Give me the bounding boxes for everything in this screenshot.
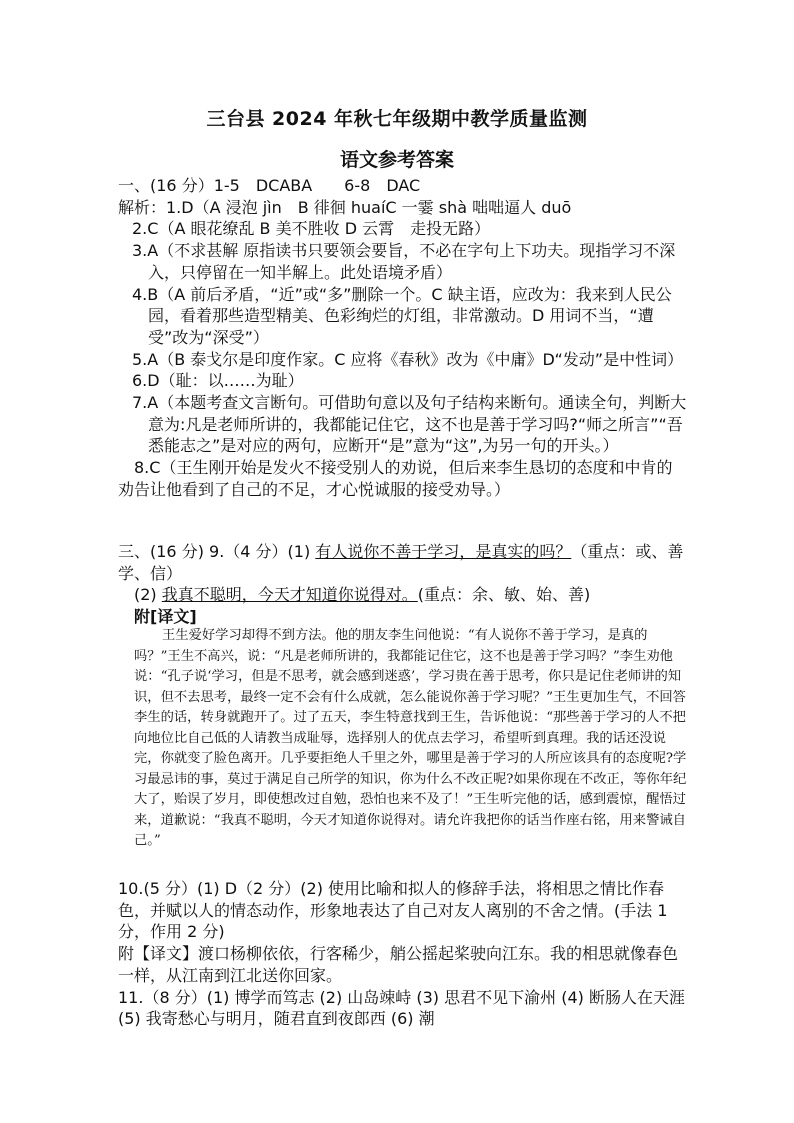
explanation-q8: 8.C（王生刚开始是发火不接受别人的劝说，但后来李生恳切的态度和中肯的劝告让他看到了自己的不足，才心悦诚服的接受劝导。） (118, 458, 673, 499)
explanation-q1: 解析：1.D（A 浸泡 jìn B 徘徊 huaíC 一霎 shà 咄咄逼人 duō (118, 197, 572, 217)
translation-text: 王生爱好学习却得不到方法。他的朋友李生问他说：“有人说你不善于学习，是真的吗？”王生不高兴，说：“凡是老师所讲的，我都能记住它，这不也是善于学习吗？”李生劝他说：“孔子说‘学习，但是不思考，就会感到迷惑’，学习贵在善于思考，你只是记住老师讲的知识，但不去思考，最终一定不会有什么成就，怎么能说你善于学习呢？”王生更加生气，不回答李生的话，转身就跑开了。过了五天，李生特意找到王生，告诉他说：“那些善于学习的人不把向地位比自己低的人请教当成耻辱，选择别人的优点去学习，希望听到真理。我的话还没说完，你就变了脸色离开。几乎要拒绝人千里之外，哪里是善于学习的人所应该具有的态度呢?学习最忌讳的事，莫过于满足自己所学的知识，你为什么不改正呢?如果你现在不改正，等你年纪大了，贻误了岁月，即使想改过自勉，恐怕也来不及了！”王生听完他的话，感到震惊，醒悟过来，道歉说：“我真不聪明，今天才知道你说得对。请允许我把你的话当作座右铭，用来警诫自己。” (134, 628, 687, 848)
explanation-q4: 4.B（A 前后矛盾，“近”或“多”删除一个。C 缺主语，应改为：我来到人民公园，看着那些造型精美、色彩绚烂的灯组，非常激动。D 用词不当，“遭受”改为“深受”） (132, 284, 672, 347)
explanation-q3: 3.A（不求甚解 原指读书只要领会要旨，不必在字句上下功夫。现指学习不深入，只停留在一知半解上。此处语境矛盾） (132, 241, 676, 282)
section-three-continued (118, 878, 688, 1030)
q11-answer: 11.（8 分）(1) 博学而笃志 (2) 山岛竦峙 (3) 思君不见下渝州 (4) 断肠人在天涯 (5) 我寄愁心与明月，随君直到夜郎西 (6) 潮 (118, 987, 685, 1029)
explanation-q6: 6.D（耻：以……为耻） (132, 371, 304, 391)
q9-part2-answer: 我真不聪明，今天才知道你说得对。 (161, 585, 418, 605)
section-one-answers: 一、(16 分）1-5 DCABA 6-8 DAC (118, 176, 421, 195)
translation-heading: 附[译文] (134, 607, 197, 627)
section-three (118, 541, 688, 628)
explanation-q7: 7.A（本题考查文言断句。可借助句意以及句子结构来断句。通读全句，判断大意为:凡是老师所讲的，我都能记住它，这不也是善于学习吗?“师之所言”“吾悉能志之”是对应的两句，应断开“是”意为“这”,为另一句的开头。） (132, 393, 687, 456)
q9-part1-label: 三、(16 分) 9.（4 分）(1) (118, 542, 316, 561)
section-one (118, 175, 688, 501)
explanation-q2: 2.C（A 眼花缭乱 B 美不胜收 D 云霄 走投无路） (132, 219, 491, 239)
explanation-q5: 5.A（B 泰戈尔是印度作家。C 应将《春秋》改为《中庸》D“发动”是中性词） (132, 349, 684, 369)
classical-translation (134, 626, 690, 852)
q10-answer: 10.(5 分）(1) D（2 分）(2) 使用比喻和拟人的修辞手法，将相思之情比作春色，并赋以人的情态动作，形象地表达了自己对友人离别的不舍之情。(手法 1 分，作用 2 分) (118, 879, 668, 942)
q9-part2-label: (2) (134, 585, 162, 605)
q9-part1-answer: 有人说你不善于学习，是真实的吗？ (315, 542, 572, 561)
page-title: 三台县 2024 年秋七年级期中教学质量监测 (206, 108, 588, 130)
page-subtitle: 语文参考答案 (339, 149, 454, 171)
q9-part1 (118, 541, 688, 584)
q9-part2 (118, 584, 688, 606)
q9-part1-keypoints: （重点：或、善学、信） (118, 542, 684, 583)
q10-translation: 附【译文】渡口杨柳依依，行客稀少，艄公摇起桨驶向江东。我的相思就像春色一样，从江南到江北送你回家。 (118, 944, 679, 985)
q9-part2-keypoints: (重点：余、敏、始、善) (417, 585, 591, 605)
